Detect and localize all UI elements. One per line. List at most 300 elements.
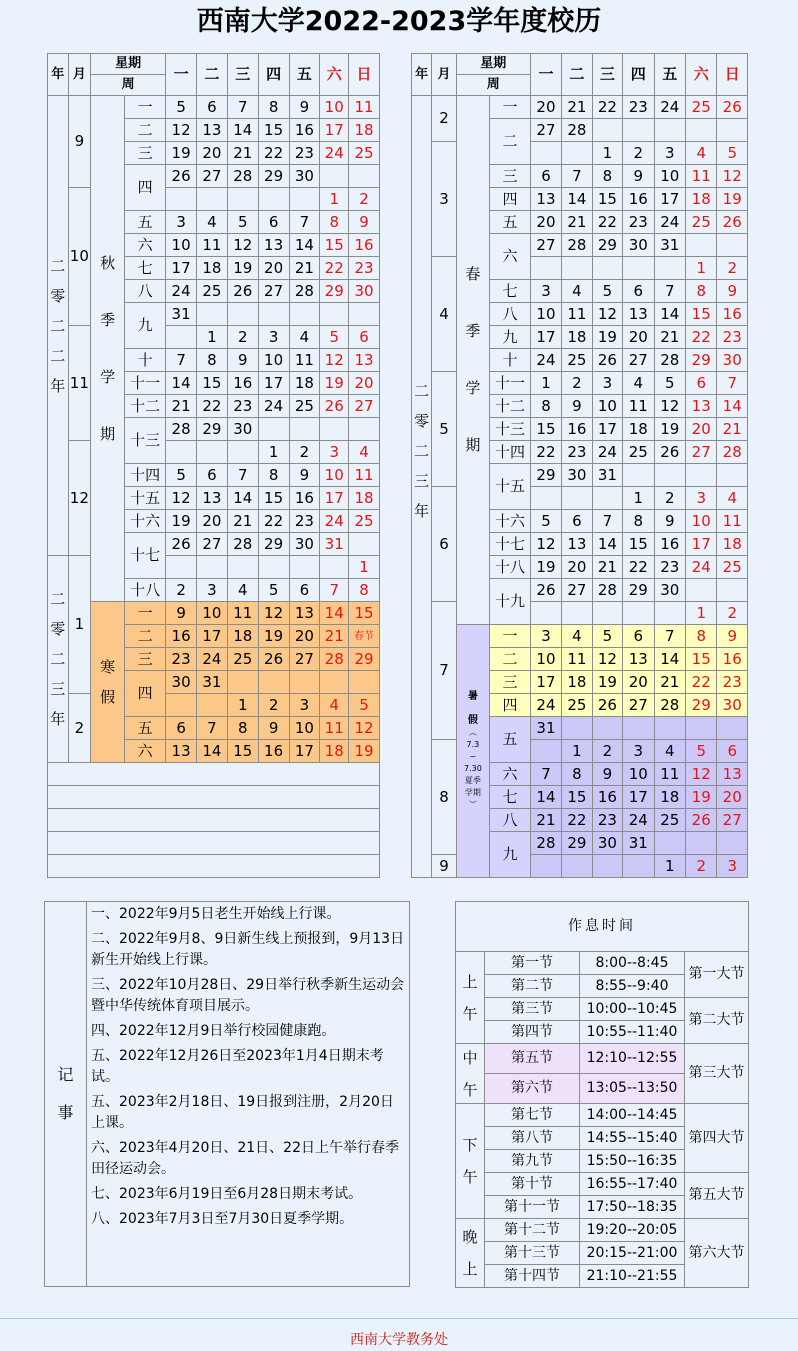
date-cell: 28 xyxy=(227,165,258,188)
note-item: 八、2023年7月3日至7月30日夏季学期。 xyxy=(91,1211,354,1227)
date-cell: 6 xyxy=(685,372,716,395)
date-cell: 19 xyxy=(258,625,289,648)
date-cell: 23 xyxy=(349,257,380,280)
date-cell: 10 xyxy=(592,395,622,418)
date-cell: 12 xyxy=(166,119,197,142)
date-cell: 24 xyxy=(320,510,349,533)
date-cell: 9 xyxy=(289,96,320,119)
date-cell: 4 xyxy=(562,625,592,648)
date-cell: 7 xyxy=(320,579,349,602)
date-cell: 17 xyxy=(530,326,561,349)
date-cell: 26 xyxy=(717,211,748,234)
date-cell: 22 xyxy=(530,441,561,464)
date-cell: 7 xyxy=(530,763,561,786)
date-cell xyxy=(258,418,289,441)
date-cell: 27 xyxy=(349,395,380,418)
date-cell: 11 xyxy=(349,96,380,119)
date-cell: 20 xyxy=(623,326,654,349)
date-cell: 17 xyxy=(685,533,716,556)
date-cell: 16 xyxy=(592,786,622,809)
date-cell: 23 xyxy=(227,395,258,418)
date-cell: 14 xyxy=(592,533,622,556)
date-cell: 20 xyxy=(530,96,561,119)
date-cell: 8 xyxy=(685,625,716,648)
week-label: 一 xyxy=(125,96,166,119)
date-cell: 28 xyxy=(562,119,592,142)
date-cell: 19 xyxy=(227,257,258,280)
page-title: 西南大学2022-2023学年度校历 xyxy=(196,6,602,37)
date-cell: 27 xyxy=(623,349,654,372)
schedule-part: 上 午 xyxy=(456,952,485,1044)
date-cell: 2 xyxy=(717,257,748,280)
date-cell: 6 xyxy=(623,625,654,648)
date-cell xyxy=(289,556,320,579)
date-cell: 18 xyxy=(562,326,592,349)
date-cell xyxy=(623,602,654,625)
date-cell: 19 xyxy=(685,786,716,809)
date-cell: 27 xyxy=(562,579,592,602)
date-cell: 20 xyxy=(289,625,320,648)
date-cell: 19 xyxy=(349,740,380,763)
date-cell: 26 xyxy=(166,533,197,556)
date-cell: 25 xyxy=(685,211,716,234)
autumn-calendar-table xyxy=(47,53,380,878)
date-cell: 25 xyxy=(654,809,685,832)
date-cell: 7 xyxy=(562,165,592,188)
date-cell: 27 xyxy=(530,119,561,142)
date-cell xyxy=(562,257,592,280)
date-cell: 16 xyxy=(258,740,289,763)
schedule-part: 中 午 xyxy=(456,1044,485,1104)
date-cell: 24 xyxy=(166,280,197,303)
date-cell: 24 xyxy=(592,441,622,464)
date-cell: 13 xyxy=(623,303,654,326)
date-cell: 4 xyxy=(685,142,716,165)
date-cell: 29 xyxy=(320,280,349,303)
date-cell: 12 xyxy=(320,349,349,372)
date-cell xyxy=(197,441,228,464)
date-cell: 22 xyxy=(623,556,654,579)
date-cell: 2 xyxy=(685,855,716,878)
date-cell xyxy=(592,855,622,878)
date-cell: 22 xyxy=(258,510,289,533)
date-cell: 5 xyxy=(166,464,197,487)
date-cell: 12 xyxy=(349,717,380,740)
period-name: 第十一节 xyxy=(485,1196,580,1219)
date-cell: 1 xyxy=(258,441,289,464)
period-time: 13:05--13:50 xyxy=(580,1074,685,1104)
date-cell: 20 xyxy=(258,257,289,280)
date-cell: 24 xyxy=(258,395,289,418)
period-name: 第三节 xyxy=(485,998,580,1021)
date-cell: 12 xyxy=(592,303,622,326)
date-cell: 9 xyxy=(289,464,320,487)
date-cell: 15 xyxy=(592,188,622,211)
date-cell: 2 xyxy=(717,602,748,625)
date-cell: 16 xyxy=(349,234,380,257)
week-label: 九 xyxy=(490,326,531,349)
date-cell: 16 xyxy=(654,533,685,556)
date-cell: 6 xyxy=(289,579,320,602)
date-cell: 10 xyxy=(530,303,561,326)
date-cell xyxy=(685,119,716,142)
date-cell xyxy=(562,602,592,625)
week-label: 四 xyxy=(125,671,166,717)
date-cell: 2 xyxy=(654,487,685,510)
date-cell: 23 xyxy=(166,648,197,671)
date-cell: 29 xyxy=(258,165,289,188)
date-cell: 27 xyxy=(623,694,654,717)
date-cell xyxy=(289,418,320,441)
date-cell: 29 xyxy=(562,832,592,855)
date-cell: 4 xyxy=(654,740,685,763)
note-item: 五、2022年12月26日至2023年1月4日期末考试。 xyxy=(91,1048,384,1085)
period-name: 第四节 xyxy=(485,1021,580,1044)
date-cell: 21 xyxy=(654,671,685,694)
date-cell: 8 xyxy=(197,349,228,372)
date-cell: 30 xyxy=(289,165,320,188)
date-cell: 1 xyxy=(685,602,716,625)
week-label: 十三 xyxy=(490,418,531,441)
date-cell: 28 xyxy=(227,533,258,556)
big-period: 第二大节 xyxy=(685,998,749,1044)
period-name: 第十四节 xyxy=(485,1265,580,1288)
date-cell: 21 xyxy=(530,809,561,832)
date-cell: 15 xyxy=(227,740,258,763)
date-cell: 26 xyxy=(166,165,197,188)
date-cell: 4 xyxy=(562,280,592,303)
week-label: 五 xyxy=(125,211,166,234)
date-cell xyxy=(166,326,197,349)
period-time: 15:50--16:35 xyxy=(580,1150,685,1173)
date-cell xyxy=(320,556,349,579)
date-cell xyxy=(654,464,685,487)
weekday-week-header: 星期 周 xyxy=(91,54,166,96)
date-cell: 10 xyxy=(685,510,716,533)
date-cell: 3 xyxy=(717,855,748,878)
week-label: 八 xyxy=(490,303,531,326)
date-cell xyxy=(530,487,561,510)
date-cell: 13 xyxy=(289,602,320,625)
date-cell: 18 xyxy=(349,487,380,510)
date-cell: 15 xyxy=(320,234,349,257)
date-cell: 12 xyxy=(227,234,258,257)
date-cell: 5 xyxy=(320,326,349,349)
date-cell xyxy=(717,234,748,257)
period-time: 20:15--21:00 xyxy=(580,1242,685,1265)
date-cell xyxy=(685,234,716,257)
date-cell: 19 xyxy=(530,556,561,579)
date-cell: 14 xyxy=(289,234,320,257)
date-cell: 6 xyxy=(166,717,197,740)
big-period: 第六大节 xyxy=(685,1219,749,1288)
date-cell xyxy=(623,257,654,280)
period-name: 第五节 xyxy=(485,1044,580,1074)
date-cell: 27 xyxy=(289,648,320,671)
month-label: 11 xyxy=(68,326,91,441)
date-cell: 31 xyxy=(654,234,685,257)
date-cell: 19 xyxy=(654,418,685,441)
date-cell: 12 xyxy=(592,648,622,671)
date-cell: 5 xyxy=(530,510,561,533)
date-cell: 17 xyxy=(320,119,349,142)
date-cell: 14 xyxy=(530,786,561,809)
date-cell: 18 xyxy=(349,119,380,142)
date-cell: 3 xyxy=(685,487,716,510)
week-label: 七 xyxy=(490,786,531,809)
month-label: 2 xyxy=(68,694,91,763)
date-cell: 3 xyxy=(623,740,654,763)
date-cell: 3 xyxy=(654,142,685,165)
week-label: 二 xyxy=(125,119,166,142)
week-label: 十八 xyxy=(490,556,531,579)
period-name: 第六节 xyxy=(485,1074,580,1104)
week-label: 三 xyxy=(125,142,166,165)
date-cell: 1 xyxy=(562,740,592,763)
date-cell xyxy=(349,418,380,441)
date-cell: 15 xyxy=(685,648,716,671)
period-time: 10:55--11:40 xyxy=(580,1021,685,1044)
week-label: 十三 xyxy=(125,418,166,464)
date-cell: 7 xyxy=(592,510,622,533)
date-cell xyxy=(289,303,320,326)
month-label: 4 xyxy=(432,257,456,372)
date-cell: 30 xyxy=(166,671,197,694)
period-time: 17:50--18:35 xyxy=(580,1196,685,1219)
week-label: 十七 xyxy=(490,533,531,556)
date-cell xyxy=(717,717,748,740)
date-cell: 9 xyxy=(349,211,380,234)
period-name: 第十二节 xyxy=(485,1219,580,1242)
month-label: 1 xyxy=(68,556,91,694)
date-cell: 7 xyxy=(227,464,258,487)
date-cell: 28 xyxy=(592,579,622,602)
date-cell: 14 xyxy=(227,487,258,510)
date-cell: 25 xyxy=(685,96,716,119)
date-cell: 4 xyxy=(717,487,748,510)
date-cell: 21 xyxy=(717,418,748,441)
date-cell: 17 xyxy=(320,487,349,510)
date-cell xyxy=(289,188,320,211)
date-cell: 24 xyxy=(530,694,561,717)
date-cell xyxy=(592,257,622,280)
month-label: 9 xyxy=(432,855,456,878)
date-cell: 18 xyxy=(654,786,685,809)
date-cell: 31 xyxy=(166,303,197,326)
date-cell: 25 xyxy=(349,510,380,533)
date-cell: 14 xyxy=(654,303,685,326)
date-cell: 19 xyxy=(320,372,349,395)
week-label: 九 xyxy=(125,303,166,349)
date-cell: 20 xyxy=(349,372,380,395)
date-cell: 4 xyxy=(320,694,349,717)
date-cell: 7 xyxy=(227,96,258,119)
day-header: 三 xyxy=(592,54,622,96)
week-label: 六 xyxy=(490,234,531,280)
date-cell: 29 xyxy=(685,349,716,372)
month-label: 8 xyxy=(432,740,456,855)
date-cell: 10 xyxy=(258,349,289,372)
date-cell xyxy=(197,188,228,211)
date-cell: 11 xyxy=(320,717,349,740)
date-cell xyxy=(530,257,561,280)
date-cell: 12 xyxy=(685,763,716,786)
month-header: 月 xyxy=(432,54,456,96)
date-cell: 16 xyxy=(289,119,320,142)
date-cell xyxy=(166,556,197,579)
year-label: 二 零 二 三 年 xyxy=(412,96,432,878)
date-cell: 22 xyxy=(592,211,622,234)
date-cell: 4 xyxy=(623,372,654,395)
date-cell xyxy=(592,119,622,142)
date-cell: 16 xyxy=(166,625,197,648)
date-cell: 17 xyxy=(289,740,320,763)
note-item: 一、2022年9月5日老生开始线上行课。 xyxy=(91,906,341,922)
date-cell xyxy=(530,602,561,625)
date-cell: 15 xyxy=(562,786,592,809)
date-cell: 6 xyxy=(258,211,289,234)
date-cell xyxy=(717,119,748,142)
date-cell: 18 xyxy=(197,257,228,280)
week-label: 十七 xyxy=(125,533,166,579)
week-label: 十六 xyxy=(490,510,531,533)
date-cell xyxy=(654,119,685,142)
date-cell xyxy=(685,832,716,855)
week-label: 十五 xyxy=(490,464,531,510)
date-cell: 18 xyxy=(227,625,258,648)
week-label: 十一 xyxy=(490,372,531,395)
period-time: 16:55--17:40 xyxy=(580,1173,685,1196)
date-cell: 17 xyxy=(197,625,228,648)
date-cell: 2 xyxy=(623,142,654,165)
day-header: 日 xyxy=(717,54,748,96)
week-label: 十六 xyxy=(125,510,166,533)
date-cell: 16 xyxy=(717,303,748,326)
date-cell xyxy=(717,464,748,487)
blank-row xyxy=(48,809,380,832)
date-cell: 24 xyxy=(320,142,349,165)
date-cell: 15 xyxy=(258,119,289,142)
date-cell: 2 xyxy=(349,188,380,211)
big-period: 第一大节 xyxy=(685,952,749,998)
date-cell: 6 xyxy=(349,326,380,349)
month-label: 2 xyxy=(432,96,456,142)
date-cell xyxy=(197,303,228,326)
weekday-week-header: 星期 周 xyxy=(456,54,530,96)
date-cell xyxy=(685,579,716,602)
date-cell: 28 xyxy=(654,694,685,717)
date-cell xyxy=(349,303,380,326)
month-label: 12 xyxy=(68,441,91,556)
date-cell xyxy=(654,717,685,740)
date-cell: 14 xyxy=(562,188,592,211)
date-cell: 18 xyxy=(320,740,349,763)
date-cell: 3 xyxy=(592,372,622,395)
date-cell: 13 xyxy=(717,763,748,786)
term-label-summer: 暑 假 ︵ 7.3 ~ 7.30 夏季 学期 ︶ xyxy=(456,625,489,878)
day-header: 五 xyxy=(654,54,685,96)
period-name: 第七节 xyxy=(485,1104,580,1127)
week-label: 八 xyxy=(490,809,531,832)
date-cell: 11 xyxy=(227,602,258,625)
month-label: 10 xyxy=(68,188,91,326)
date-cell: 20 xyxy=(197,142,228,165)
week-label: 十 xyxy=(125,349,166,372)
date-cell: 1 xyxy=(592,142,622,165)
term-label-spring: 春 季 学 期 xyxy=(456,96,489,625)
week-label: 四 xyxy=(490,694,531,717)
date-cell: 13 xyxy=(197,119,228,142)
period-name: 第十三节 xyxy=(485,1242,580,1265)
date-cell xyxy=(349,165,380,188)
week-label: 五 xyxy=(125,717,166,740)
date-cell: 26 xyxy=(320,395,349,418)
date-cell: 16 xyxy=(562,418,592,441)
date-cell: 22 xyxy=(685,326,716,349)
week-label: 五 xyxy=(490,717,531,763)
date-cell: 27 xyxy=(258,280,289,303)
date-cell: 26 xyxy=(592,694,622,717)
year-label: 二 零 二 三 年 xyxy=(48,556,69,763)
date-cell: 20 xyxy=(685,418,716,441)
date-cell: 7 xyxy=(654,625,685,648)
date-cell xyxy=(227,188,258,211)
date-cell: 9 xyxy=(166,602,197,625)
date-cell: 28 xyxy=(717,441,748,464)
date-cell: 25 xyxy=(289,395,320,418)
date-cell: 9 xyxy=(717,280,748,303)
big-period: 第四大节 xyxy=(685,1104,749,1173)
week-label: 十四 xyxy=(125,464,166,487)
period-time: 10:00--10:45 xyxy=(580,998,685,1021)
date-cell: 13 xyxy=(197,487,228,510)
date-cell: 26 xyxy=(717,96,748,119)
date-cell: 1 xyxy=(227,694,258,717)
date-cell: 6 xyxy=(530,165,561,188)
date-cell: 3 xyxy=(258,326,289,349)
date-cell xyxy=(654,257,685,280)
period-name: 第八节 xyxy=(485,1127,580,1150)
date-cell: 12 xyxy=(258,602,289,625)
date-cell xyxy=(623,464,654,487)
date-cell: 12 xyxy=(166,487,197,510)
date-cell xyxy=(289,671,320,694)
week-label: 一 xyxy=(490,625,531,648)
note-item: 六、2023年4月20日、21日、22日上午举行春季田径运动会。 xyxy=(91,1140,399,1177)
date-cell: 14 xyxy=(717,395,748,418)
date-cell: 13 xyxy=(530,188,561,211)
date-cell: 2 xyxy=(258,694,289,717)
date-cell xyxy=(562,855,592,878)
date-cell: 7 xyxy=(197,717,228,740)
date-cell: 5 xyxy=(592,625,622,648)
date-cell xyxy=(197,694,228,717)
week-label: 七 xyxy=(125,257,166,280)
date-cell: 18 xyxy=(623,418,654,441)
date-cell: 28 xyxy=(320,648,349,671)
date-cell: 21 xyxy=(562,211,592,234)
date-cell: 2 xyxy=(166,579,197,602)
day-header: 四 xyxy=(258,54,289,96)
month-header: 月 xyxy=(68,54,91,96)
date-cell: 29 xyxy=(623,579,654,602)
date-cell: 4 xyxy=(349,441,380,464)
date-cell: 27 xyxy=(197,533,228,556)
date-cell: 18 xyxy=(562,671,592,694)
date-cell: 10 xyxy=(320,96,349,119)
date-cell: 25 xyxy=(623,441,654,464)
date-cell: 5 xyxy=(685,740,716,763)
